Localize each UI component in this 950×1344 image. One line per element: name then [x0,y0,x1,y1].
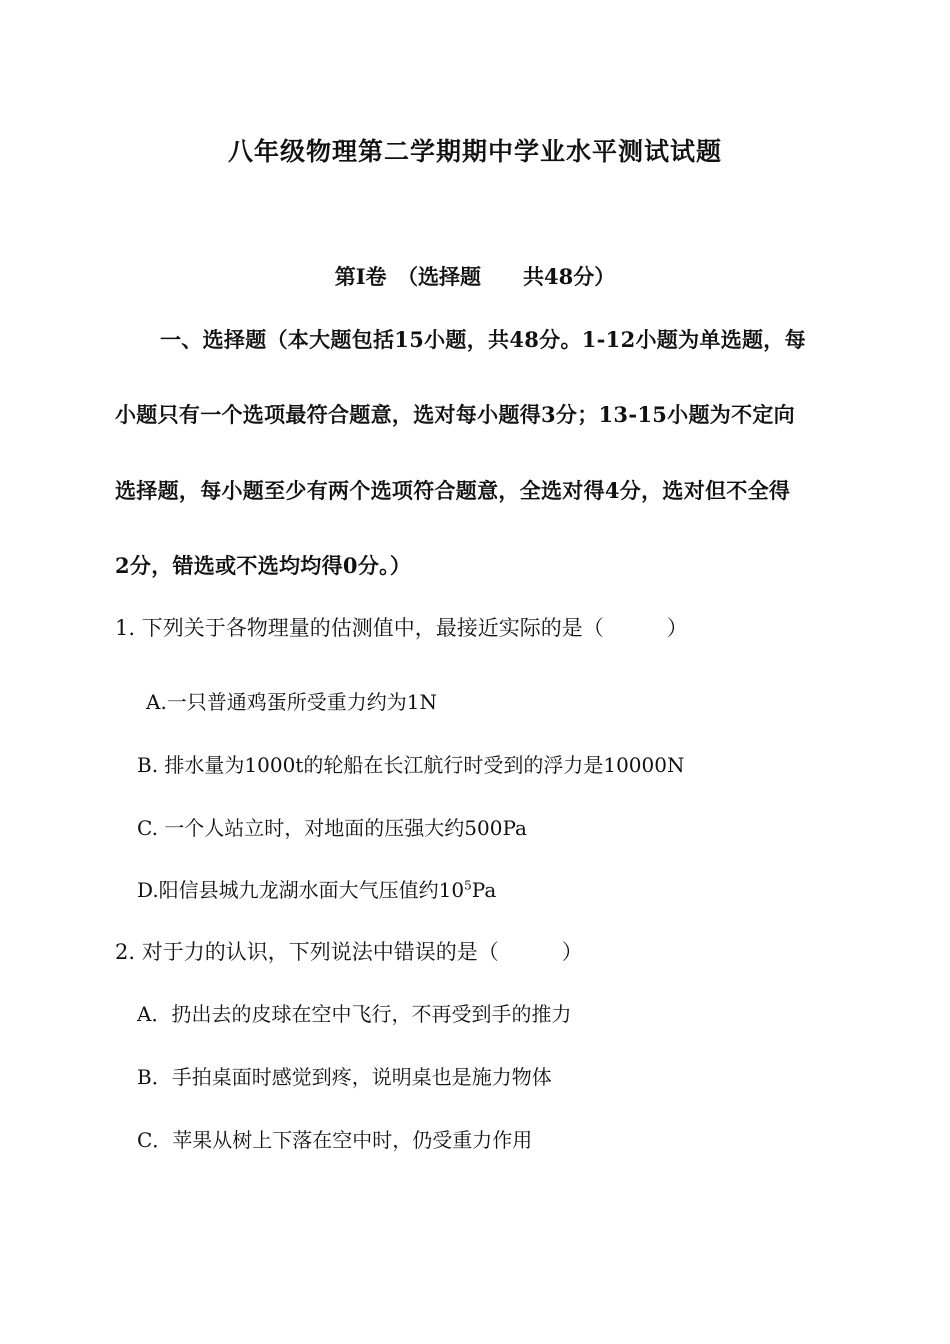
option-a: A.一只普通鸡蛋所受重力约为1N [146,690,438,714]
question-stem: 1. 下列关于各物理量的估测值中，最接近实际的是（ ） [115,616,688,640]
instruction-line-2: 小题只有一个选项最符合题意，选对每小题得3分；13-15小题为不定向 [115,402,795,427]
option-d-text: D.阳信县城九龙湖水面大气压值约10 [137,878,465,902]
instruction-line-1: 一、选择题（本大题包括15小题，共48分。1-12小题为单选题，每 [160,327,806,352]
question-stem: 2. 对于力的认识，下列说法中错误的是（ ） [115,940,583,964]
option-d-unit: Pa [471,878,497,902]
option-c: C. 一个人站立时，对地面的压强大约500Pa [137,816,527,840]
option-b: B. 排水量为1000t的轮船在长江航行时受到的浮力是10000N [137,753,685,777]
page-title: 八年级物理第二学期期中学业水平测试试题 [227,137,722,166]
option-b: B．手拍桌面时感觉到疼，说明桌也是施力物体 [137,1065,552,1089]
section-header: 第Ⅰ卷 （选择题 共48分） [334,264,616,289]
option-a: A．扔出去的皮球在空中飞行，不再受到手的推力 [137,1002,572,1026]
option-c: C．苹果从树上下落在空中时，仍受重力作用 [137,1128,533,1152]
instruction-line-4: 2分，错选或不选均均得0分。） [115,553,412,578]
instruction-line-3: 选择题，每小题至少有两个选项符合题意，全选对得4分，选对但不全得 [115,478,791,503]
option-d [137,876,496,904]
option-d-exponent: 5 [464,878,472,893]
